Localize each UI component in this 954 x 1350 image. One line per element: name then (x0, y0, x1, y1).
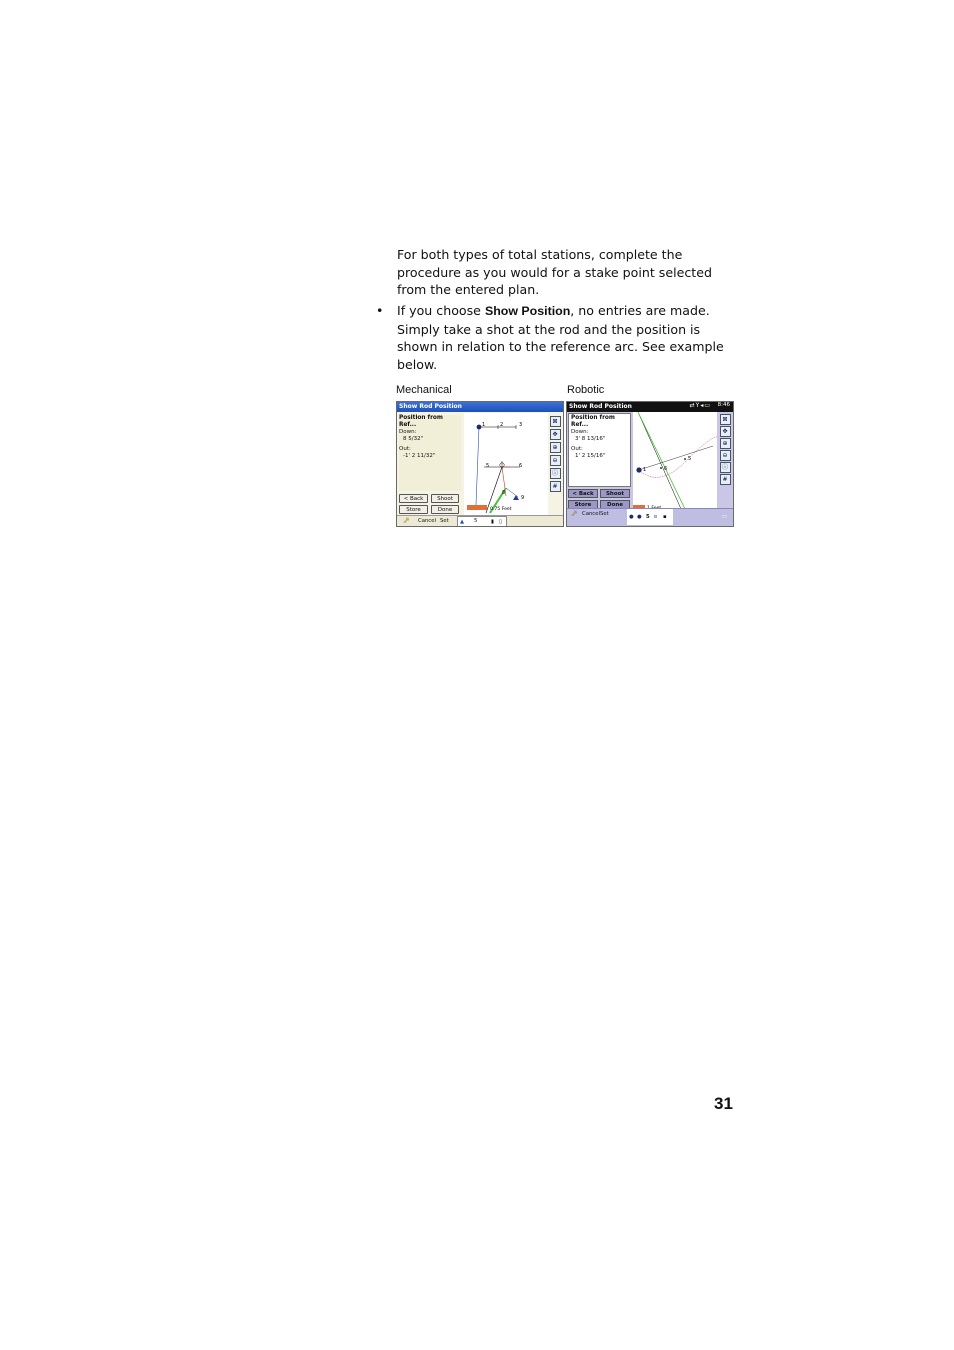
robo-down-value: 3' 8 13/16" (575, 436, 606, 442)
mech-out-value: -1' 2 11/32" (403, 453, 436, 459)
zoom-out-icon[interactable]: ⊖ (550, 455, 561, 466)
intro-paragraph: For both types of total stations, complete the procedure as you would for a stake point selected from the entered plan. (397, 247, 712, 298)
robo-done-button[interactable]: Done (600, 500, 630, 509)
robo-info-panel (568, 413, 631, 487)
robo-point-label-6: 6 (664, 466, 668, 472)
robo-status-box (627, 509, 673, 525)
robo-title-bar: Show Rod Position (567, 402, 733, 412)
robo-tool-column (718, 413, 732, 485)
zoom-extents-icon[interactable]: ⊠ (550, 416, 561, 427)
mech-down-value: 8 5/32" (403, 436, 424, 442)
radio-icon: ▯ (499, 519, 502, 525)
mech-tool-column (548, 415, 562, 494)
info-icon[interactable]: ⓘ (720, 462, 731, 473)
mech-status-box (457, 516, 507, 527)
mech-plan-svg (464, 413, 548, 515)
gnss-icon: ● (637, 514, 642, 520)
pan-icon[interactable]: ✥ (550, 429, 561, 440)
zoom-extents-icon[interactable]: ⊠ (720, 414, 731, 425)
rover-icon: ● (629, 514, 634, 520)
robo-plan-view[interactable] (633, 412, 717, 509)
mechanical-screenshot (396, 401, 564, 527)
robo-shoot-button[interactable]: Shoot (600, 489, 630, 498)
robo-sat-count: 5 (646, 514, 650, 520)
mech-bottom-bar (397, 515, 563, 526)
bullet-mark: • (376, 303, 384, 318)
robo-set-button[interactable]: Set (600, 511, 609, 517)
pan-icon[interactable]: ✥ (720, 426, 731, 437)
satellite-icon: ▲ (460, 519, 465, 525)
keyboard-icon[interactable]: ▭ (721, 514, 727, 520)
battery-icon: ▮ (491, 519, 494, 525)
show-position-paragraph (397, 302, 742, 373)
mech-point-label-5: 5 (486, 463, 490, 469)
robo-status-icons (690, 402, 711, 409)
mech-point-1-marker (477, 425, 482, 430)
mech-point-label-9: 9 (521, 495, 525, 501)
para2-text-before: If you choose (397, 303, 485, 318)
zoom-out-icon[interactable]: ⊖ (720, 450, 731, 461)
key-icon[interactable]: 🗝 (403, 518, 410, 524)
mech-scale-label: 0.75 Feet (490, 507, 512, 512)
info-icon[interactable]: ⓘ (550, 468, 561, 479)
robo-back-button[interactable]: < Back (568, 489, 598, 498)
mech-point-label-3: 3 (519, 422, 523, 428)
mech-point-label-1: 1 (482, 422, 486, 428)
robo-out-label: Out: (571, 446, 583, 452)
sync-icon: ⇄ (689, 402, 696, 409)
zoom-in-icon[interactable]: ⊕ (720, 438, 731, 449)
signal-icon: Y (695, 402, 701, 409)
para2-text-after: , no entries are made. Simply take a shot at the rod and the position is shown in relation to the reference arc. See example below. (397, 303, 724, 372)
robo-down-label: Down: (571, 429, 589, 435)
robotic-screenshot (566, 401, 734, 527)
robo-plan-svg (633, 412, 717, 509)
mech-cancel-button[interactable]: Cancel (418, 518, 436, 524)
mech-title-bar: Show Rod Position (397, 402, 563, 412)
mech-set-button[interactable]: Set (440, 518, 449, 524)
mech-info-heading: Position from Ref... (399, 415, 443, 428)
mech-scale-bar (467, 505, 487, 510)
volume-icon: ◂ (700, 402, 705, 409)
zoom-in-icon[interactable]: ⊕ (550, 442, 561, 453)
robo-cancel-button[interactable]: Cancel (582, 511, 600, 517)
robo-bottom-bar (567, 508, 733, 526)
caption-mechanical: Mechanical (396, 384, 452, 396)
key-icon[interactable]: 🗝 (571, 511, 578, 517)
mech-point-label-2: 2 (500, 422, 504, 428)
mech-point-9-marker (513, 495, 519, 500)
caption-robotic: Robotic (567, 384, 605, 396)
numeric-display-icon[interactable]: # (720, 474, 731, 485)
mech-back-button[interactable]: < Back (399, 494, 428, 503)
mech-down-label: Down: (399, 429, 417, 435)
robo-point-1-marker (636, 467, 641, 472)
mech-out-label: Out: (399, 446, 411, 452)
mech-store-button[interactable]: Store (399, 505, 428, 514)
numeric-display-icon[interactable]: # (550, 481, 561, 492)
robo-store-button[interactable]: Store (568, 500, 598, 509)
mech-done-button[interactable]: Done (431, 505, 459, 514)
bluetooth-icon: ʙ (654, 514, 658, 520)
show-position-keyword: Show Position (484, 304, 571, 318)
robo-point-label-5: 5 (688, 456, 692, 462)
mech-point-label-6: 6 (519, 463, 523, 469)
mech-plan-view[interactable] (464, 413, 548, 515)
page-number: 31 (714, 1094, 733, 1113)
mech-info-panel (399, 415, 461, 491)
mech-point-label-8: 8 (502, 490, 506, 496)
robo-point-label-1: 1 (643, 467, 647, 473)
robo-out-value: 1' 2 15/16" (575, 453, 606, 459)
robo-clock: 8:46 (717, 402, 730, 408)
mech-sat-count: 5 (474, 518, 478, 524)
robo-battery-icon: ▭ (704, 402, 711, 409)
mech-shoot-button[interactable]: Shoot (431, 494, 459, 503)
robo-info-heading: Position from Ref... (571, 415, 615, 428)
lock-icon: ▪ (663, 514, 667, 520)
